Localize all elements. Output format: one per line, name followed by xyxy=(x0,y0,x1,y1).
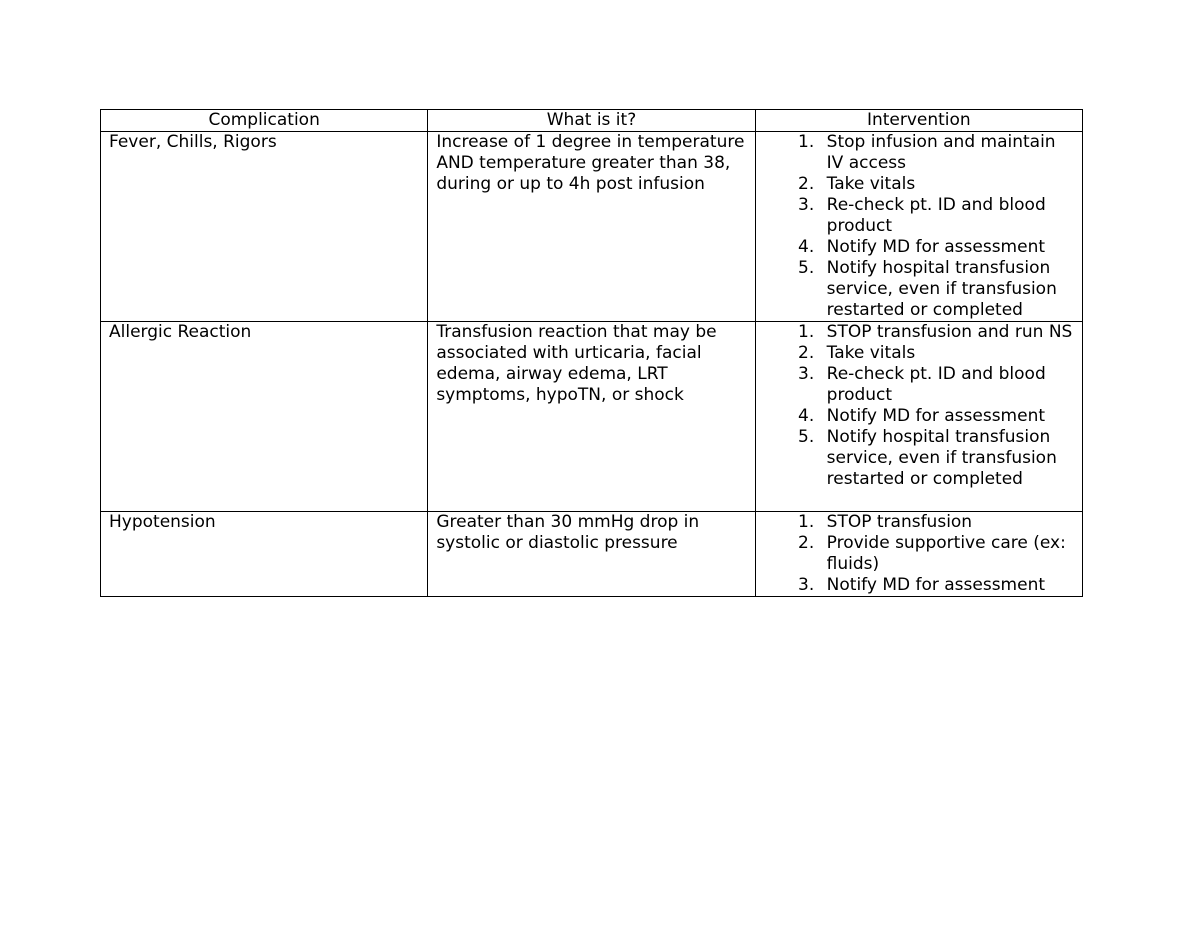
description-cell: Greater than 30 mmHg drop in systolic or diastolic pressure xyxy=(428,512,755,597)
description-cell: Transfusion reaction that may be associated with urticaria, facial edema, airway edema, LRT symptoms, hypoTN, or shock xyxy=(428,322,755,512)
intervention-list xyxy=(764,322,1074,490)
description-cell: Increase of 1 degree in temperature AND temperature greater than 38, during or up to 4h post infusion xyxy=(428,132,755,322)
intervention-step: 4. Notify MD for assessment xyxy=(820,237,1074,258)
table-header-row xyxy=(101,110,1083,132)
intervention-step: 2. Provide supportive care (ex: fluids) xyxy=(820,533,1074,575)
complication-cell: Hypotension xyxy=(101,512,428,597)
intervention-step: 5. Notify hospital transfusion service, even if transfusion restarted or completed xyxy=(820,427,1074,490)
complication-cell: Fever, Chills, Rigors xyxy=(101,132,428,322)
intervention-cell xyxy=(755,322,1082,512)
header-complication: Complication xyxy=(101,110,428,132)
intervention-step: 1. Stop infusion and maintain IV access xyxy=(820,132,1074,174)
table-row xyxy=(101,512,1083,597)
intervention-step: 4. Notify MD for assessment xyxy=(820,406,1074,427)
intervention-step: 3. Notify MD for assessment xyxy=(820,575,1074,596)
intervention-list xyxy=(764,132,1074,321)
intervention-cell xyxy=(755,132,1082,322)
intervention-cell xyxy=(755,512,1082,597)
intervention-step: 3. Re-check pt. ID and blood product xyxy=(820,364,1074,406)
intervention-step: 2. Take vitals xyxy=(820,343,1074,364)
table-row xyxy=(101,322,1083,512)
table-row xyxy=(101,132,1083,322)
header-intervention: Intervention xyxy=(755,110,1082,132)
intervention-step: 1. STOP transfusion xyxy=(820,512,1074,533)
intervention-step: 2. Take vitals xyxy=(820,174,1074,195)
intervention-list xyxy=(764,512,1074,596)
header-what-is-it: What is it? xyxy=(428,110,755,132)
intervention-step: 1. STOP transfusion and run NS xyxy=(820,322,1074,343)
transfusion-complications-table xyxy=(100,109,1083,597)
intervention-step: 3. Re-check pt. ID and blood product xyxy=(820,195,1074,237)
intervention-step: 5. Notify hospital transfusion service, even if transfusion restarted or completed xyxy=(820,258,1074,321)
complication-cell: Allergic Reaction xyxy=(101,322,428,512)
